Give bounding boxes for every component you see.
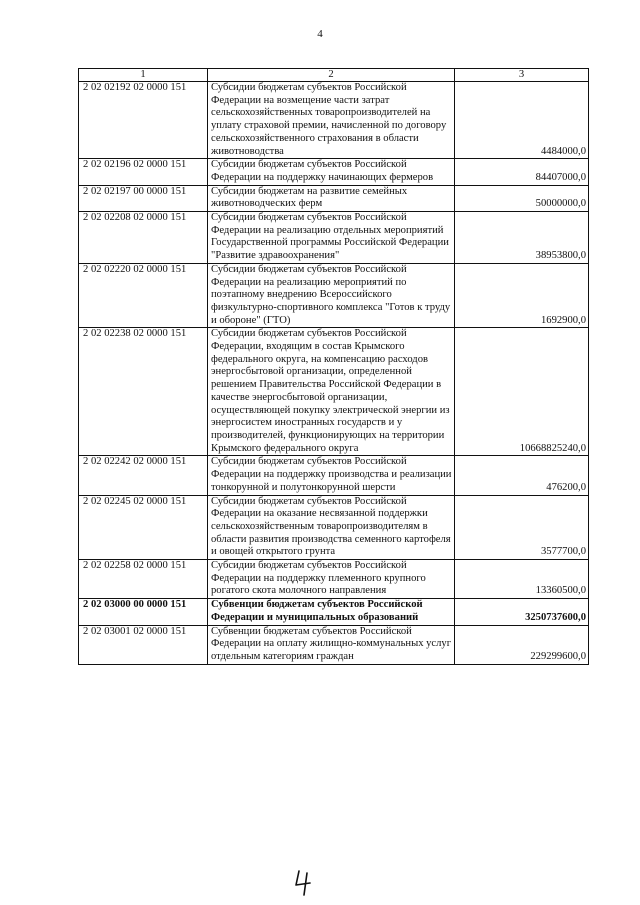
header-col-3: 3: [455, 69, 589, 82]
table-row: [79, 560, 589, 599]
row-code: 2 02 02208 02 0000 151: [79, 212, 208, 264]
header-col-1: 1: [79, 69, 208, 82]
row-code: 2 02 02220 02 0000 151: [79, 263, 208, 328]
table-row: [79, 159, 589, 185]
row-code: 2 02 03000 00 0000 151: [79, 599, 208, 625]
table-row: [79, 328, 589, 456]
row-code: 2 02 02245 02 0000 151: [79, 495, 208, 560]
row-name: Субсидии бюджетам субъектов Российской Федерации на поддержку начинающих фермеров: [208, 159, 455, 185]
table-body: [79, 82, 589, 665]
row-amount: 10668825240,0: [455, 328, 589, 456]
row-amount: 13360500,0: [455, 560, 589, 599]
table-row: [79, 82, 589, 159]
handwritten-page-mark: [292, 868, 316, 898]
table-row: [79, 263, 589, 328]
row-name: Субсидии бюджетам субъектов Российской Федерации на поддержку производства и реализации тонкорунной и полутонкорунной шерсти: [208, 456, 455, 495]
table-row: [79, 625, 589, 664]
table-row: [79, 185, 589, 211]
row-amount: 229299600,0: [455, 625, 589, 664]
row-code: 2 02 02196 02 0000 151: [79, 159, 208, 185]
row-amount: 3250737600,0: [455, 599, 589, 625]
header-col-2: 2: [208, 69, 455, 82]
row-name: Субсидии бюджетам субъектов Российской Федерации на реализацию отдельных мероприятий Государственной программы Российской Федерации "Развитие здравоохранения": [208, 212, 455, 264]
row-name: Субсидии бюджетам субъектов Российской Федерации на реализацию мероприятий по поэтапному внедрению Всероссийского физкультурно-спортивного комплекса "Готов к труду и обороне" (ГТО): [208, 263, 455, 328]
row-name: Субсидии бюджетам на развитие семейных животноводческих ферм: [208, 185, 455, 211]
page-number: 4: [317, 28, 323, 40]
row-amount: 1692900,0: [455, 263, 589, 328]
row-name: Субсидии бюджетам субъектов Российской Федерации на оказание несвязанной поддержки сельскохозяйственным товаропроизводителям в области развития производства семенного картофеля и овощей открытого грунта: [208, 495, 455, 560]
row-name: Субвенции бюджетам субъектов Российской Федерации и муниципальных образований: [208, 599, 455, 625]
row-code: 2 02 02192 02 0000 151: [79, 82, 208, 159]
row-amount: 84407000,0: [455, 159, 589, 185]
row-code: 2 02 03001 02 0000 151: [79, 625, 208, 664]
row-code: 2 02 02238 02 0000 151: [79, 328, 208, 456]
row-amount: 50000000,0: [455, 185, 589, 211]
header-row: [79, 69, 589, 82]
row-amount: 3577700,0: [455, 495, 589, 560]
row-name: Субсидии бюджетам субъектов Российской Федерации, входящим в состав Крымского федерального округа, на компенсацию расходов энергосбытовой организации, определенной решением Правительства Российской Федерации в качестве энергосбытовой организации, осуществляющей покупку электрической энергии из энергосистем иностранных государств и у производителей, функционирующих на территории Крымского федерального округа: [208, 328, 455, 456]
row-amount: 4484000,0: [455, 82, 589, 159]
row-name: Субсидии бюджетам субъектов Российской Федерации на поддержку племенного крупного рогатого скота молочного направления: [208, 560, 455, 599]
budget-table: [78, 68, 589, 665]
row-amount: 38953800,0: [455, 212, 589, 264]
row-code: 2 02 02258 02 0000 151: [79, 560, 208, 599]
row-code: 2 02 02197 00 0000 151: [79, 185, 208, 211]
row-amount: 476200,0: [455, 456, 589, 495]
table-row: [79, 599, 589, 625]
table-row: [79, 456, 589, 495]
row-name: Субвенции бюджетам субъектов Российской Федерации на оплату жилищно-коммунальных услуг отдельным категориям граждан: [208, 625, 455, 664]
table-row: [79, 212, 589, 264]
table-row: [79, 495, 589, 560]
row-code: 2 02 02242 02 0000 151: [79, 456, 208, 495]
row-name: Субсидии бюджетам субъектов Российской Федерации на возмещение части затрат сельскохозяйственных товаропроизводителей на уплату страховой премии, начисленной по договору сельскохозяйственного страхования в области животноводства: [208, 82, 455, 159]
